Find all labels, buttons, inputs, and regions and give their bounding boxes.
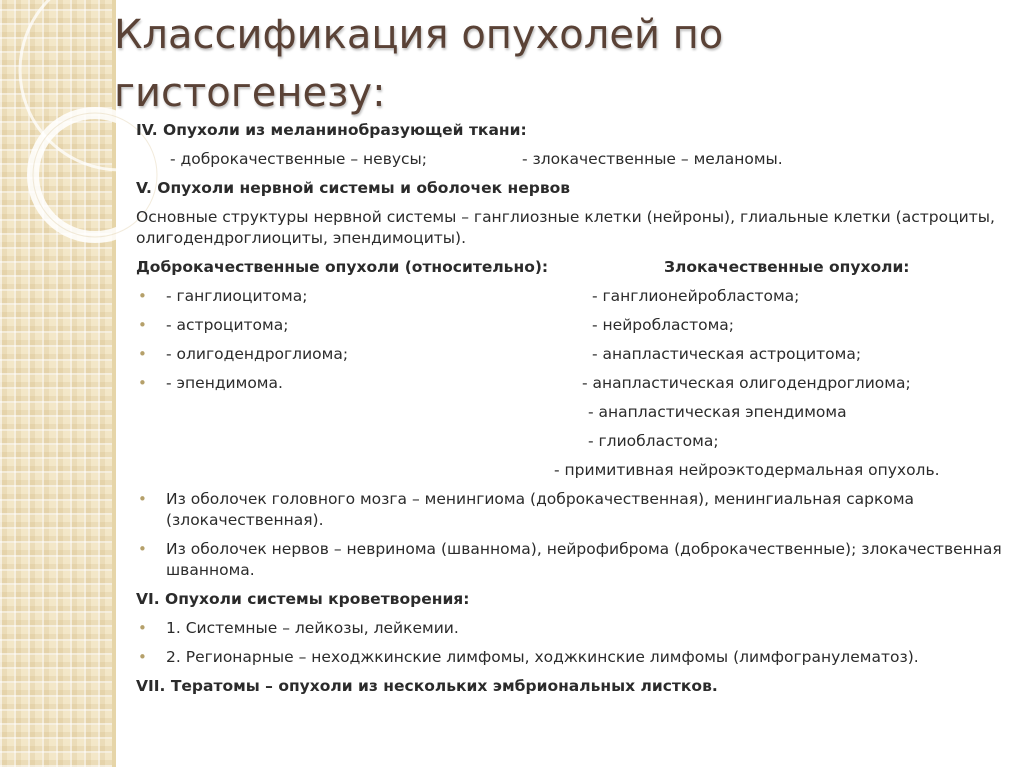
malignant-item: - нейробластома; [592,316,734,334]
meninges-list-item [136,489,1006,531]
title-line-1: Классификация опухолей по [114,12,724,58]
malignant-item: - анапластическая олигодендроглиома; [582,374,911,392]
section-6-heading: VI. Опухоли системы кроветворения: [136,590,470,608]
tumor-row-7 [136,460,1006,481]
section-5-heading: V. Опухоли нервной системы и оболочек нервов [136,179,571,197]
malignant-heading: Злокачественные опухоли: [664,258,910,276]
nerves-list-item [136,539,1006,581]
tumor-row-4 [136,373,1006,394]
tumor-row-1 [136,286,1006,307]
tumor-row-2 [136,315,1006,336]
malignant-item: - ганглионейробластома; [592,287,800,305]
tumor-row-5 [136,402,1006,423]
slide-content [136,120,1006,697]
malignant-item: - примитивная нейроэктодермальная опухоль. [554,461,940,479]
benign-item: - ганглиоцитома; [166,287,308,305]
nerves-text: Из оболочек нервов – невринома (шваннома), нейрофиброма (доброкачественные); злокачественная шваннома. [166,540,1002,579]
tumor-row-6 [136,431,1006,452]
section-5-text: Основные структуры нервной системы – ганглиозные клетки (нейроны), глиальные клетки (астроциты, олигодендроглиоциты, эпендимоциты). [136,208,995,247]
bullet-icon: • [138,287,147,305]
malignant-item: - анапластическая астроцитома; [592,345,862,363]
bullet-icon: • [138,490,147,508]
section-6-item-text: 2. Регионарные – неходжкинские лимфомы, ходжкинские лимфомы (лимфогранулематоз). [166,648,919,666]
bullet-icon: • [138,540,147,558]
section-6-item-2 [136,647,1006,668]
section-6-item-1 [136,618,1006,639]
section-4-heading: IV. Опухоли из меланинобразующей ткани: [136,121,527,139]
section-4-types [136,149,1006,170]
tumor-row-3 [136,344,1006,365]
bullet-icon: • [138,619,147,637]
bullet-icon: • [138,345,147,363]
meninges-text: Из оболочек головного мозга – менингиома (доброкачественная), менингиальная саркома (злокачественная). [166,490,915,529]
page-title [114,6,994,122]
section-7-heading: VII. Тератомы – опухоли из нескольких эмбриональных листков. [136,677,718,695]
section-4-benign: - доброкачественные – невусы; [170,150,427,168]
bullet-icon: • [138,374,147,392]
benign-item: - астроцитома; [166,316,289,334]
title-line-2: гистогенезу: [114,70,386,116]
malignant-item: - глиобластома; [588,432,719,450]
section-6-item-text: 1. Системные – лейкозы, лейкемии. [166,619,459,637]
section-4-malignant: - злокачественные – меланомы. [522,150,783,168]
bullet-icon: • [138,316,147,334]
tumor-columns-header [136,257,1006,278]
benign-item: - олигодендроглиома; [166,345,349,363]
bullet-icon: • [138,648,147,666]
malignant-item: - анапластическая эпендимома [588,403,847,421]
benign-item: - эпендимома. [166,374,283,392]
benign-heading: Доброкачественные опухоли (относительно): [136,258,549,276]
